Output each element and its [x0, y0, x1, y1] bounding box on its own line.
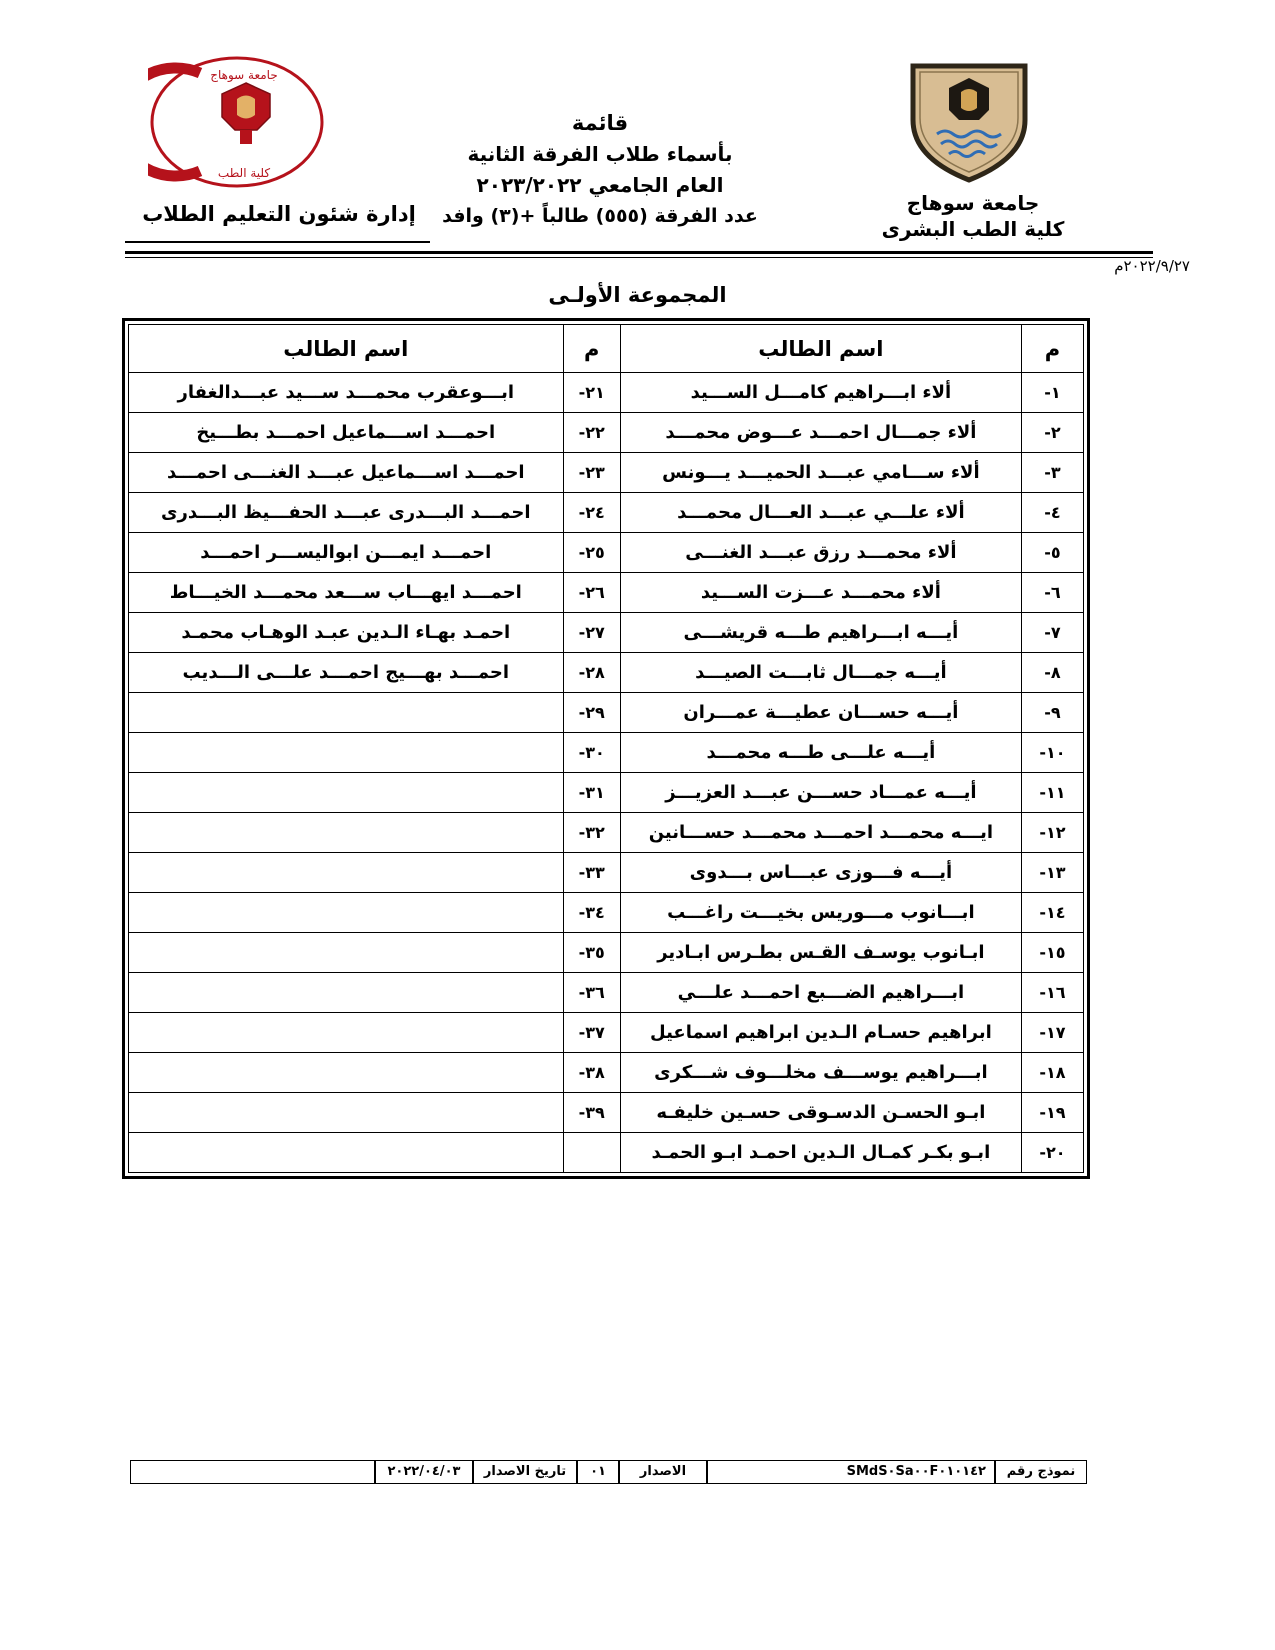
university-crest-icon — [903, 58, 1035, 190]
table-row — [129, 413, 1084, 453]
student-name-left: احمـــد ايهـــاب ســـعد محمـــد الخيـــاط — [129, 573, 564, 613]
student-name-right: ابـو بكـر كمـال الـدين احمـد ابـو الحمـد — [620, 1133, 1021, 1173]
student-name-left: احمـــد بهـــيج احمـــد علـــى الـــديب — [129, 653, 564, 693]
table-row — [129, 493, 1084, 533]
student-name-right: ألاء محمـــد رزق عبـــد الغنـــى — [620, 533, 1021, 573]
table-row — [129, 613, 1084, 653]
logo-top-text: جامعة سوهاج — [210, 68, 278, 82]
student-name-left: احمـــد البـــدرى عبـــد الحفـــيظ البـــدرى — [129, 493, 564, 533]
student-name-right: أيـــه فـــوزى عبـــاس بـــدوى — [620, 853, 1021, 893]
row-number-right: ١١- — [1021, 773, 1083, 813]
students-table — [128, 324, 1084, 1173]
student-name-left — [129, 813, 564, 853]
table-row — [129, 933, 1084, 973]
issue-date-value: ٢٠٢٢/٠٤/٠٣ — [375, 1460, 473, 1484]
row-number-right: ٨- — [1021, 653, 1083, 693]
issue-date-label: تاريخ الاصدار — [473, 1460, 577, 1484]
row-number-left: ٢٩- — [563, 693, 620, 733]
table-row — [129, 973, 1084, 1013]
student-name-right: ابـــراهيم الضـــبع احمـــد علـــي — [620, 973, 1021, 1013]
student-name-left — [129, 1053, 564, 1093]
cohort-count: عدد الفرقة (٥٥٥) طالباً +(٣) وافد — [442, 205, 758, 227]
logo-bottom-text: كلية الطب — [217, 166, 271, 180]
header-number-right: م — [1021, 325, 1083, 373]
table-row — [129, 1013, 1084, 1053]
title-subject: بأسماء طلاب الفرقة الثانية — [467, 142, 733, 166]
student-name-right: أيـــه حســـان عطيـــة عمـــران — [620, 693, 1021, 733]
row-number-left: ٣٥- — [563, 933, 620, 973]
row-number-left: ٣٨- — [563, 1053, 620, 1093]
student-name-left — [129, 1013, 564, 1053]
row-number-left: ٣٧- — [563, 1013, 620, 1053]
student-name-left — [129, 853, 564, 893]
row-number-left: ٢٧- — [563, 613, 620, 653]
student-name-left — [129, 1133, 564, 1173]
row-number-left — [563, 1133, 620, 1173]
header-name-left: اسم الطالب — [129, 325, 564, 373]
row-number-left: ٣٩- — [563, 1093, 620, 1133]
student-name-right: أيـــه علـــى طـــه محمـــد — [620, 733, 1021, 773]
org-names-block — [878, 190, 1068, 242]
header-double-rule — [125, 251, 1153, 258]
row-number-right: ٣- — [1021, 453, 1083, 493]
row-number-left: ٢٣- — [563, 453, 620, 493]
footer-empty-cell — [130, 1460, 375, 1484]
row-number-right: ١٤- — [1021, 893, 1083, 933]
student-name-left — [129, 933, 564, 973]
student-name-left — [129, 693, 564, 733]
row-number-right: ٢- — [1021, 413, 1083, 453]
row-number-right: ١٨- — [1021, 1053, 1083, 1093]
document-title-block — [408, 108, 792, 232]
student-name-right: ألاء جمـــال احمـــد عـــوض محمـــد — [620, 413, 1021, 453]
title-word: قائمة — [571, 111, 629, 135]
department-underline — [125, 241, 430, 243]
row-number-right: ١٥- — [1021, 933, 1083, 973]
student-name-left — [129, 733, 564, 773]
table-row — [129, 573, 1084, 613]
table-row — [129, 533, 1084, 573]
row-number-right: ٩- — [1021, 693, 1083, 733]
row-number-left: ٢٢- — [563, 413, 620, 453]
department-label: إدارة شئون التعليم الطلاب — [142, 202, 416, 226]
student-name-right: ابراهيم حسـام الـدين ابراهيم اسماعيل — [620, 1013, 1021, 1053]
student-name-left: ابـــوعقرب محمـــد ســـيد عبـــدالغفار — [129, 373, 564, 413]
row-number-right: ٥- — [1021, 533, 1083, 573]
table-row — [129, 1053, 1084, 1093]
student-name-right: أيـــه ابـــراهيم طـــه قريشـــى — [620, 613, 1021, 653]
student-name-right: ابـــانوب مـــوريس بخيـــت راغـــب — [620, 893, 1021, 933]
row-number-right: ٤- — [1021, 493, 1083, 533]
version-value: ٠١ — [577, 1460, 619, 1484]
table-row — [129, 813, 1084, 853]
student-name-right: أيـــه جمـــال ثابـــت الصيـــد — [620, 653, 1021, 693]
header-number-left: م — [563, 325, 620, 373]
student-name-left: احمـد بهـاء الـدين عبـد الوهـاب محمـد — [129, 613, 564, 653]
faculty-logo-icon — [148, 55, 326, 194]
header-name-right: اسم الطالب — [620, 325, 1021, 373]
student-name-right: ابـانوب يوسـف القـس بطـرس ابـادير — [620, 933, 1021, 973]
row-number-right: ١٠- — [1021, 733, 1083, 773]
row-number-right: ٧- — [1021, 613, 1083, 653]
student-name-left: احمـــد اســـماعيل احمـــد بطـــيخ — [129, 413, 564, 453]
student-name-right: ابـو الحسـن الدسـوقى حسـين خليفـه — [620, 1093, 1021, 1133]
table-row — [129, 733, 1084, 773]
form-number-label: نموذج رقم — [995, 1460, 1087, 1484]
student-name-right: ألاء محمـــد عـــزت الســـيد — [620, 573, 1021, 613]
faculty-name: كلية الطب البشرى — [881, 217, 1065, 241]
row-number-right: ٦- — [1021, 573, 1083, 613]
table-row — [129, 853, 1084, 893]
row-number-left: ٢١- — [563, 373, 620, 413]
student-name-right: ألاء علـــي عبـــد العـــال محمـــد — [620, 493, 1021, 533]
row-number-left: ٢٨- — [563, 653, 620, 693]
student-name-left: احمـــد ايمـــن ابواليســـر احمـــد — [129, 533, 564, 573]
student-name-left — [129, 1093, 564, 1133]
student-name-right: ألاء ســـامي عبـــد الحميـــد يـــونس — [620, 453, 1021, 493]
table-header-row — [129, 325, 1084, 373]
students-table-frame — [122, 318, 1090, 1179]
student-name-left — [129, 973, 564, 1013]
table-row — [129, 693, 1084, 733]
university-name: جامعة سوهاج — [906, 191, 1040, 215]
row-number-left: ٣٠- — [563, 733, 620, 773]
row-number-left: ٣٣- — [563, 853, 620, 893]
table-row — [129, 653, 1084, 693]
student-name-left — [129, 773, 564, 813]
version-label: الاصدار — [619, 1460, 707, 1484]
row-number-left: ٢٦- — [563, 573, 620, 613]
student-name-left — [129, 893, 564, 933]
table-row — [129, 453, 1084, 493]
table-row — [129, 1093, 1084, 1133]
row-number-right: ١٧- — [1021, 1013, 1083, 1053]
table-row — [129, 773, 1084, 813]
row-number-right: ٢٠- — [1021, 1133, 1083, 1173]
row-number-right: ١- — [1021, 373, 1083, 413]
row-number-right: ١٦- — [1021, 973, 1083, 1013]
group-title: المجموعة الأولـى — [548, 283, 727, 307]
form-number-value: SMdS٠Sa٠٠F٠١٠١٤٢ — [707, 1460, 995, 1484]
student-name-right: ابـــراهيم يوســـف مخلـــوف شـــكرى — [620, 1053, 1021, 1093]
form-footer-strip — [130, 1460, 1087, 1484]
academic-year: العام الجامعي ٢٠٢٣/٢٠٢٢ — [476, 173, 724, 197]
student-name-right: ايـــه محمـــد احمـــد محمـــد حســـانين — [620, 813, 1021, 853]
row-number-left: ٢٥- — [563, 533, 620, 573]
table-row — [129, 893, 1084, 933]
row-number-left: ٣٤- — [563, 893, 620, 933]
row-number-right: ١٢- — [1021, 813, 1083, 853]
row-number-right: ١٣- — [1021, 853, 1083, 893]
row-number-left: ٣٢- — [563, 813, 620, 853]
row-number-left: ٣١- — [563, 773, 620, 813]
document-date: ٢٠٢٢/٩/٢٧م — [1114, 257, 1190, 275]
student-name-right: أيـــه عمـــاد حســـن عبـــد العزيـــز — [620, 773, 1021, 813]
row-number-right: ١٩- — [1021, 1093, 1083, 1133]
row-number-left: ٢٤- — [563, 493, 620, 533]
row-number-left: ٣٦- — [563, 973, 620, 1013]
table-row — [129, 1133, 1084, 1173]
table-row — [129, 373, 1084, 413]
student-name-left: احمـــد اســـماعيل عبـــد الغنـــى احمـــد — [129, 453, 564, 493]
student-name-right: ألاء ابـــراهيم كامـــل الســـيد — [620, 373, 1021, 413]
